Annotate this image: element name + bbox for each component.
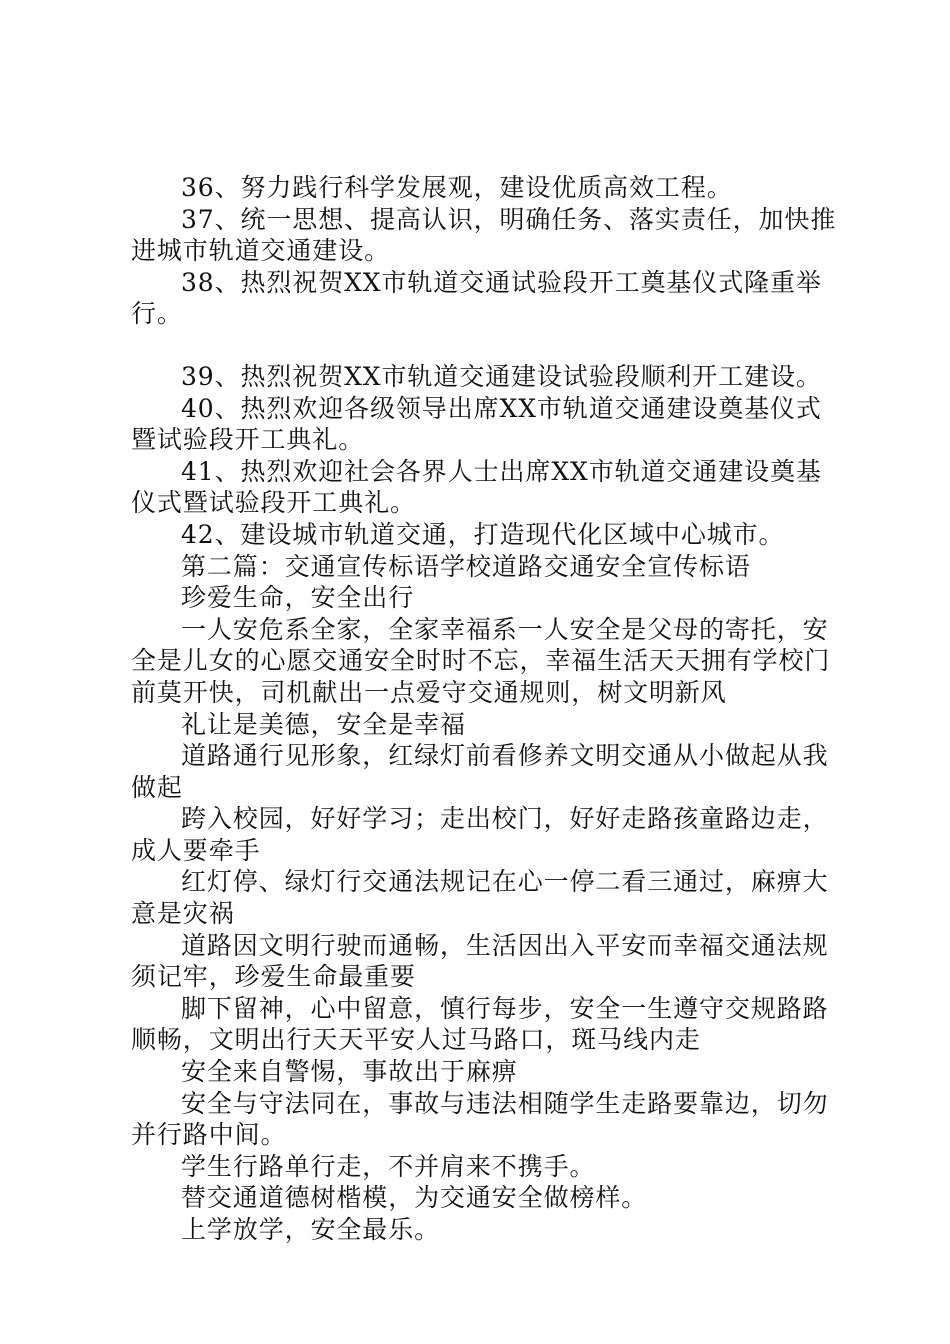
paragraph-37: 37、统一思想、提高认识，明确任务、落实责任，加快推进城市轨道交通建设。: [131, 204, 837, 266]
slogan-line: 上学放学，安全最乐。: [181, 1215, 441, 1244]
slogan-line: 替交通道德树楷模，为交通安全做榜样。: [181, 1183, 648, 1213]
slogan-line: 安全与守法同在，事故与违法相随学生走路要靠边，切勿并行路中间。: [131, 1088, 829, 1150]
slogan-line: 礼让是美德，安全是幸福: [181, 709, 466, 739]
slogan-line: 道路因文明行驶而通畅，生活因出入平安而幸福交通法规须记牢，珍爱生命最重要: [131, 930, 829, 992]
slogan-line: 道路通行见形象，红绿灯前看修养文明交通从小做起从我做起: [131, 741, 829, 802]
paragraph-39: 39、热烈祝贺XX市轨道交通建设试验段顺利开工建设。: [181, 361, 822, 391]
slogan-line: 学生行路单行走，不并肩来不携手。: [181, 1151, 596, 1181]
paragraph-40: 40、热烈欢迎各级领导出席XX市轨道交通建设奠基仪式暨试验段开工典礼。: [131, 393, 822, 455]
paragraph-41: 41、热烈欢迎社会各界人士出席XX市轨道交通建设奠基仪式暨试验段开工典礼。: [131, 456, 822, 518]
paragraph-42: 42、建设城市轨道交通，打造现代化区域中心城市。: [181, 519, 785, 549]
slogan-line: 珍爱生命，安全出行: [181, 583, 415, 613]
paragraph-36: 36、努力践行科学发展观，建设优质高效工程。: [181, 173, 733, 202]
slogan-line: 红灯停、绿灯行交通法规记在心一停二看三通过，麻痹大意是灾祸: [131, 867, 829, 929]
slogan-line: 一人安危系全家，全家幸福系一人安全是父母的寄托，安全是儿女的心愿交通安全时时不忘，幸福生活天天拥有学校门前莫开快，司机献出一点爱守交通规则，树文明新风: [131, 614, 831, 707]
section-heading-part-two: 第二篇：交通宣传标语学校道路交通安全宣传标语: [181, 551, 751, 581]
slogan-line: 脚下留神，心中留意，慎行每步，安全一生遵守交规路路顺畅，文明出行天天平安人过马路口，斑马线内走: [131, 993, 829, 1055]
document-body: [131, 172, 843, 1246]
paragraph-38: 38、热烈祝贺XX市轨道交通试验段开工奠基仪式隆重举行。: [131, 267, 822, 329]
slogan-line: 安全来自警惕，事故出于麻痹: [181, 1057, 518, 1087]
slogan-line: 跨入校园，好好学习；走出校门，好好走路孩童路边走，成人要牵手: [131, 804, 829, 865]
